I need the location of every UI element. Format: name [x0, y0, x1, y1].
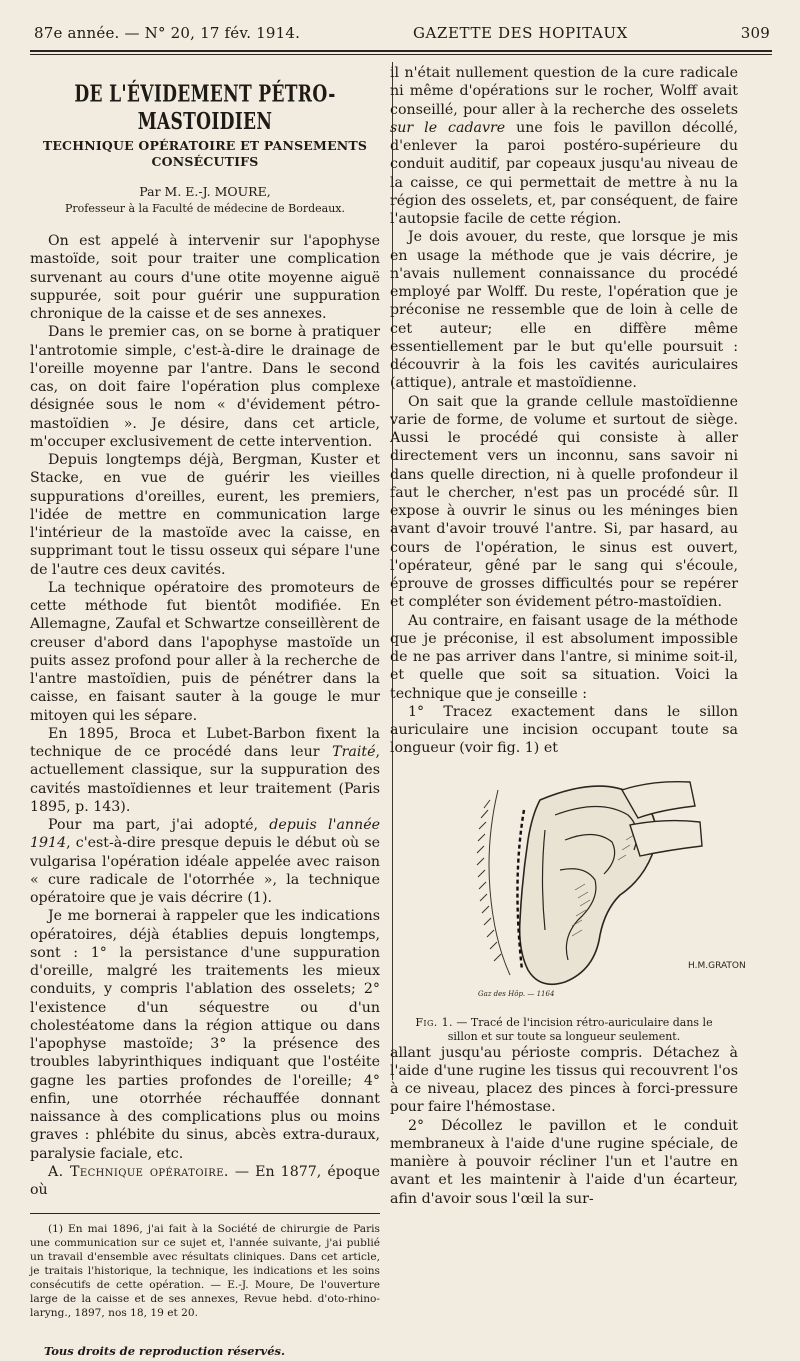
figure-imprint: Gaz des Hôp. — 1164: [478, 989, 555, 998]
paragraph: 2° Décollez le pavillon et le conduit membraneux à l'aide d'une rugine spéciale, de manière à pouvoir récliner l'un et l'autre en avant et les maintenir à l'aide d'un écarteur, afin d'avoir sous l'œil la sur-: [390, 1117, 738, 1207]
paragraph: 1° Tracez exactement dans le sillon auriculaire une incision occupant toute sa longueur (voir fig. 1) et: [390, 703, 738, 757]
paragraph: allant jusqu'au périoste compris. Détachez à l'aide d'une rugine les tissus qui recouvrent l'os à ce niveau, placez des pinces à forci-pressure pour faire l'hémostase.: [390, 1044, 738, 1116]
article-subtitle: TECHNIQUE OPÉRATOIRE ET PANSEMENTS CONSÉCUTIFS: [42, 138, 368, 169]
paragraph: Je me bornerai à rappeler que les indications opératoires, déjà établies depuis longtemps, sont : 1° la persistance d'une suppuration d'oreille, malgré les traitements les mieux conduits, y compris l'ablation des osselets; 2° l'existence d'un séquestre ou d'un cholestéatome dans la région attique ou dans l'apophyse mastoïde; 3° la présence des troubles labyrinthiques indiquant que l'ostéite gagne les parties profondes de l'oreille; 4° enfin, une otorrhée réchauffée donnant naissance à des complications plus ou moins graves : phlébite du sinus, abcès extra-duraux, paralysie faciale, etc.: [30, 908, 380, 1162]
author-line: Par M. E.-J. MOURE,: [139, 184, 271, 199]
article-title: DE L'ÉVIDEMENT PÉTRO-MASTOIDIEN: [74, 80, 336, 135]
paragraph: Depuis longtemps déjà, Bergman, Kuster et Stacke, en vue de guérir les vieilles suppurations d'oreilles, eurent, les premiers, l'idée de mettre en communication large l'intérieur de la mastoïde avec la caisse, en supprimant tout le tissu osseux qui sépare l'une de l'autre ces deux cavités.: [30, 452, 380, 578]
left-column: [30, 64, 380, 1361]
paragraph: Pour ma part, j'ai adopté, depuis l'année 1914, c'est-à-dire presque depuis le début où se vulgarisa l'opération idéale appelée avec raison « cure radicale de l'otorrhée », la technique opératoire que je vais décrire (1).: [30, 817, 380, 906]
footnote: (1) En mai 1896, j'ai fait à la Société de chirurgie de Paris une communication sur ce sujet et, l'année suivante, j'ai publié un travail d'ensemble avec résultats cliniques. Dans cet article, je traitais l'historique, la technique, les indications et les soins consécutifs de cette opération. — E.-J. Moure, De l'ouverture large de la caisse et de ses annexes, Revue hebd. d'oto-rhino-laryng., 1897, nos 18, 19 et 20.: [30, 1223, 380, 1320]
paragraph: Au contraire, en faisant usage de la méthode que je préconise, il est absolument impossible de ne pas arriver dans l'antre, si minime soit-il, et quelle que soit sa situation. Voici la technique que je conseille :: [390, 612, 738, 702]
emphasis: Traité: [332, 744, 376, 760]
emphasis: depuis l'année 1914: [30, 817, 380, 852]
author-affiliation: Professeur à la Faculté de médecine de Bordeaux.: [65, 202, 345, 215]
ear-outline: [520, 786, 656, 984]
paragraph: On est appelé à intervenir sur l'apophyse mastoïde, soit pour traiter une complication survenant au cours d'une otite moyenne aiguë suppurée, soit pour guérir une suppuration chronique de la caisse et de ses annexes.: [30, 233, 380, 322]
paragraph: La technique opératoire des promoteurs de cette méthode fut bientôt modifiée. En Allemagne, Zaufal et Schwartze conseillèrent de creuser d'abord dans l'apophyse mastoïde un puits assez profond pour aller à la recherche de l'antre mastoïdien, puis de pénétrer dans la caisse, en faisant sauter à la gouge le mur mitoyen qui les sépare.: [30, 579, 380, 724]
figure-caption: Fig. 1. — Tracé de l'incision rétro-auriculaire dans le sillon et sur toute sa longueur seulement.: [415, 1015, 713, 1043]
right-column: [390, 64, 746, 1208]
figure-ear-incision: [390, 770, 746, 1010]
journal-name: GAZETTE DES HOPITAUX: [412, 24, 628, 42]
paragraph: Je dois avouer, du reste, que lorsque je mis en usage la méthode que je vais décrire, je n'avais nullement connaissance du procédé employé par Wolff. Du reste, l'opération que je préconise ne ressemble que de loin à celle de cet auteur; elle en diffère même essentiellement par le but qu'elle poursuit : découvrir à la fois les cavités auriculaires (attique), antrale et mastoïdienne.: [390, 229, 738, 392]
paragraph: il n'était nullement question de la cure radicale ni même d'opérations sur le rocher, Wolff avait conseillé, pour aller à la recherche des osselets sur le cadavre une fois le pavillon décollé, d'enlever la paroi postéro-supérieure du conduit auditif, par copeaux jusqu'au niveau de la caisse, ce qui permettait de mettre à nu la région des osselets, et, par conséquent, de faire l'autopsie facile de cette région.: [390, 65, 739, 227]
section-heading: A. Technique opératoire. — En 1877, époque où: [30, 1163, 380, 1198]
ear-drawing: [390, 770, 746, 1010]
section-label: A. Technique opératoire.: [48, 1163, 229, 1180]
figure-label: Fig. 1.: [415, 1015, 453, 1029]
emphasis: sur le cadavre: [390, 119, 506, 136]
hatching: [477, 790, 510, 975]
header-rule: [30, 50, 772, 52]
footnote-rule: [30, 1213, 380, 1214]
header-rule-thin: [30, 54, 772, 55]
paragraph: En 1895, Broca et Lubet-Barbon fixent la technique de ce procédé dans leur Traité, actuellement classique, sur la suppuration des cavités mastoïdiennes et leur traitement (Paris 1895, p. 143).: [30, 725, 380, 815]
running-head: [34, 24, 770, 48]
paragraph: Dans le premier cas, on se borne à pratiquer l'antrotomie simple, c'est-à-dire le drainage de l'oreille moyenne par l'antre. Dans le second cas, on doit faire l'opération plus complexe désignée sous le nom « d'évidement pétro-mastoïdien ». Je désire, dans cet article, m'occuper exclusivement de cette intervention.: [30, 324, 380, 450]
rights-notice: Tous droits de reproduction réservés.: [44, 1344, 286, 1359]
paragraph: On sait que la grande cellule mastoïdienne varie de forme, de volume et surtout de siège. Aussi le procédé qui consiste à aller directement vers un inconnu, sans savoir ni dans quelle direction, ni à quelle profondeur il faut le chercher, n'est pas un procédé sûr. Il expose à ouvrir le sinus ou les méninges bien avant d'avoir trouvé l'antre. Si, par hasard, au cours de l'opération, le sinus est ouvert, l'opérateur, gêné par le sang qui s'écoule, éprouve de grosses difficultés pour se repérer et compléter son évidement pétro-mastoïdien.: [390, 393, 738, 611]
page-number: 309: [740, 24, 770, 42]
issue-info: 87e année. — N° 20, 17 fév. 1914.: [34, 24, 301, 42]
illustrator-signature: H.M.GRATON: [688, 960, 746, 971]
